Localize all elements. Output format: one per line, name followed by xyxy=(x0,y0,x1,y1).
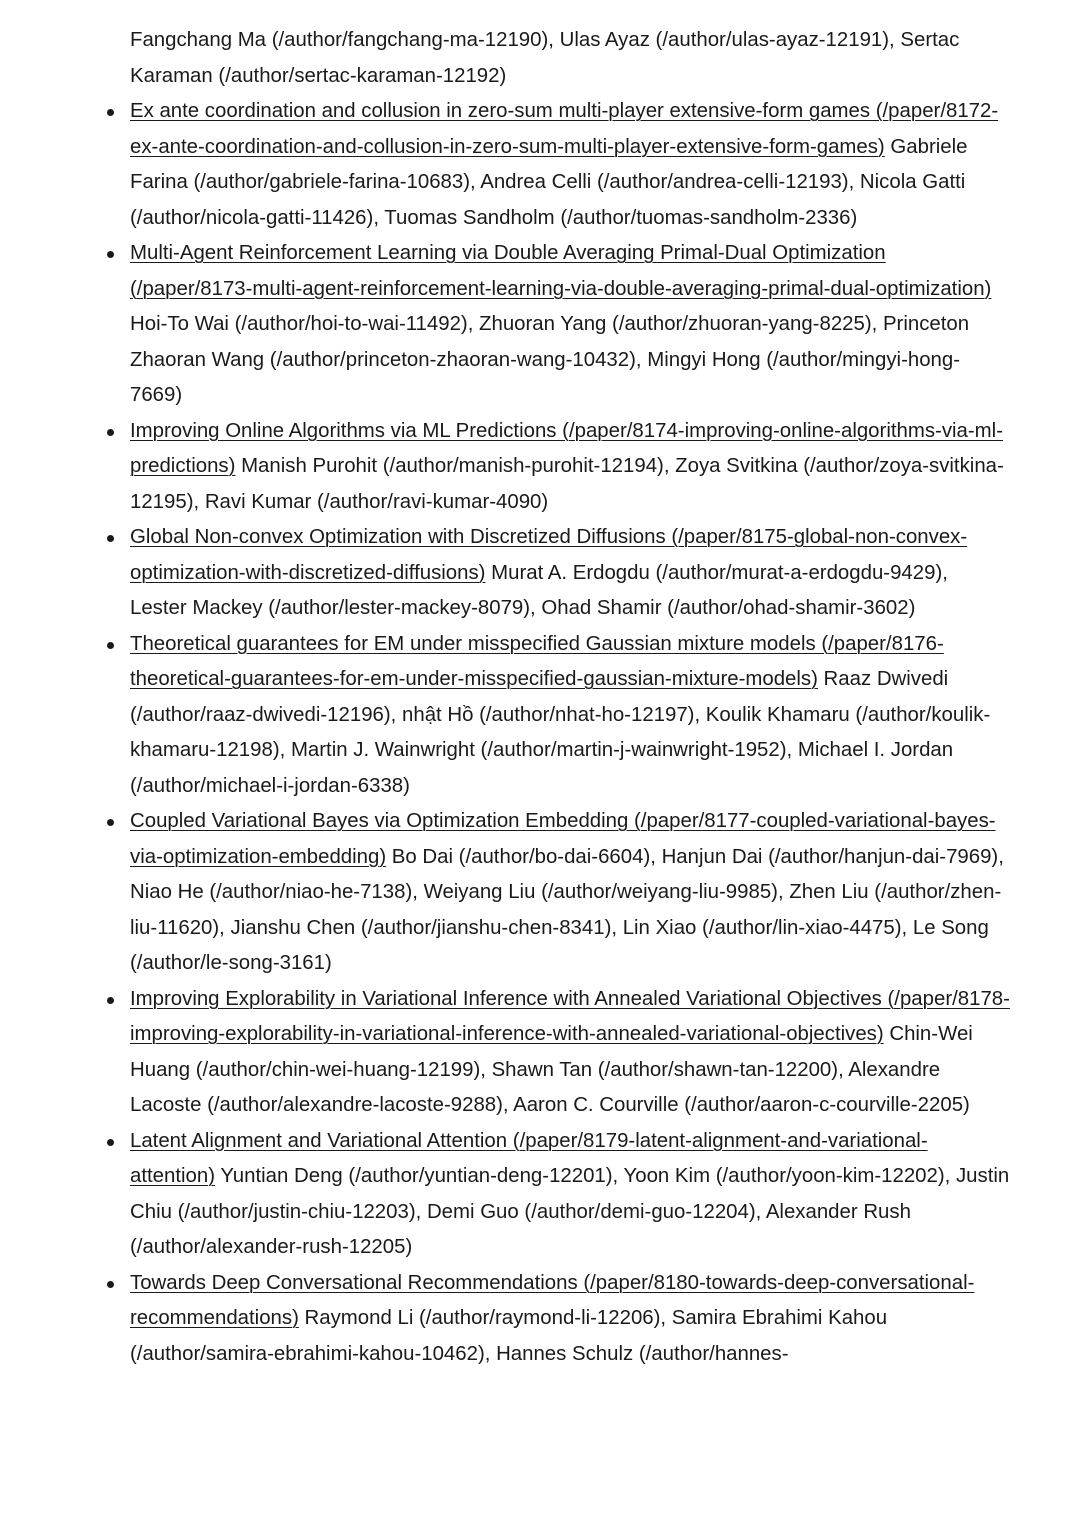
bullet-icon xyxy=(107,997,114,1004)
bullet-icon xyxy=(107,819,114,826)
list-item xyxy=(0,414,1010,521)
paper-title-link[interactable]: Global Non-convex Optimization with Discretized Diffusions (/paper/8175-global-non-convex-optimization-with-discretized-diffusions) xyxy=(130,526,968,584)
paper-authors: Chin-Wei Huang (/author/chin-wei-huang-12199), Shawn Tan (/author/shawn-tan-12200), Alexandre Lacoste (/author/alexandre-lacoste-9288), Aaron C. Courville (/author/aaron-c-courville-2205) xyxy=(130,1023,973,1116)
list-item xyxy=(0,1124,1010,1266)
paper-authors: Yuntian Deng (/author/yuntian-deng-12201), Yoon Kim (/author/yoon-kim-12202), Justin Chiu (/author/justin-chiu-12203), Demi Guo (/author/demi-guo-12204), Alexander Rush (/author/alexander-rush-12205) xyxy=(130,1165,1010,1258)
paper-title-link[interactable]: Theoretical guarantees for EM under misspecified Gaussian mixture models (/paper/8176-theoretical-guarantees-for-em-under-misspecified-gaussian-mixture-models) xyxy=(130,632,944,690)
paper-title-link[interactable]: Coupled Variational Bayes via Optimization Embedding (/paper/8177-coupled-variational-bayes-via-optimization-embedding) xyxy=(130,810,996,868)
bullet-icon xyxy=(107,251,114,258)
list-item xyxy=(0,804,1010,982)
paper-title-link[interactable]: Towards Deep Conversational Recommendations (/paper/8180-towards-deep-conversational-recommendations) xyxy=(130,1271,975,1329)
paper-title-link[interactable]: Multi-Agent Reinforcement Learning via Double Averaging Primal-Dual Optimization (/paper/8173-multi-agent-reinforcement-learning-via-double-averaging-primal-dual-optimization) xyxy=(130,242,992,300)
list-item xyxy=(0,236,1010,414)
bullet-icon xyxy=(107,1139,114,1146)
paper-authors: Hoi-To Wai (/author/hoi-to-wai-11492), Zhuoran Yang (/author/zhuoran-yang-8225), Princeton Zhaoran Wang (/author/princeton-zhaoran-wang-10432), Mingyi Hong (/author/mingyi-hong-7669) xyxy=(130,313,970,406)
paper-title-link[interactable]: Ex ante coordination and collusion in zero-sum multi-player extensive-form games (/paper/8172-ex-ante-coordination-and-collusion-in-zero-sum-multi-player-extensive-form-games) xyxy=(130,100,999,158)
list-item xyxy=(0,94,1010,236)
paper-title-link[interactable]: Improving Explorability in Variational Inference with Annealed Variational Objectives (/paper/8178-improving-explorability-in-variational-inference-with-annealed-variational-objectives) xyxy=(130,987,1010,1045)
paper-authors: Raaz Dwivedi (/author/raaz-dwivedi-12196), nhật Hồ (/author/nhat-ho-12197), Koulik Khamaru (/author/koulik-khamaru-12198), Martin J. Wainwright (/author/martin-j-wainwright-1952), Michael I. Jordan (/author/michael-i-jordan-6338) xyxy=(130,668,991,797)
paper-authors: Gabriele Farina (/author/gabriele-farina-10683), Andrea Celli (/author/andrea-celli-12193), Nicola Gatti (/author/nicola-gatti-11426), Tuomas Sandholm (/author/tuomas-sandholm-2336) xyxy=(130,135,968,229)
bullet-icon xyxy=(107,109,114,116)
list-item xyxy=(0,520,1010,627)
paper-authors: Raymond Li (/author/raymond-li-12206), Samira Ebrahimi Kahou (/author/samira-ebrahimi-kahou-10462), Hannes Schulz (/author/hannes- xyxy=(130,1307,888,1365)
list-item xyxy=(0,1266,1010,1373)
bullet-icon xyxy=(107,642,114,649)
paper-authors: Manish Purohit (/author/manish-purohit-12194), Zoya Svitkina (/author/zoya-svitkina-12195), Ravi Kumar (/author/ravi-kumar-4090) xyxy=(130,455,1004,513)
bullet-icon xyxy=(107,1281,114,1288)
paper-authors: Murat A. Erdogdu (/author/murat-a-erdogdu-9429), Lester Mackey (/author/lester-mackey-8079), Ohad Shamir (/author/ohad-shamir-3602) xyxy=(130,561,948,619)
bullet-icon xyxy=(107,429,114,436)
paper-list xyxy=(0,94,1080,1372)
previous-paper-authors: Fangchang Ma (/author/fangchang-ma-12190), Ulas Ayaz (/author/ulas-ayaz-12191), Sertac Karaman (/author/sertac-karaman-12192) xyxy=(130,29,960,87)
paper-title-link[interactable]: Improving Online Algorithms via ML Predictions (/paper/8174-improving-online-algorithms-via-ml-predictions) xyxy=(130,419,1003,477)
bullet-icon xyxy=(107,535,114,542)
paper-authors: Bo Dai (/author/bo-dai-6604), Hanjun Dai (/author/hanjun-dai-7969), Niao He (/author/niao-he-7138), Weiyang Liu (/author/weiyang-liu-9985), Zhen Liu (/author/zhen-liu-11620), Jianshu Chen (/author/jianshu-chen-8341), Lin Xiao (/author/lin-xiao-4475), Le Song (/author/le-song-3161) xyxy=(130,845,1004,974)
list-item xyxy=(0,627,1010,805)
list-item xyxy=(0,982,1010,1124)
paper-title-link[interactable]: Latent Alignment and Variational Attention (/paper/8179-latent-alignment-and-variational-attention) xyxy=(130,1129,928,1187)
